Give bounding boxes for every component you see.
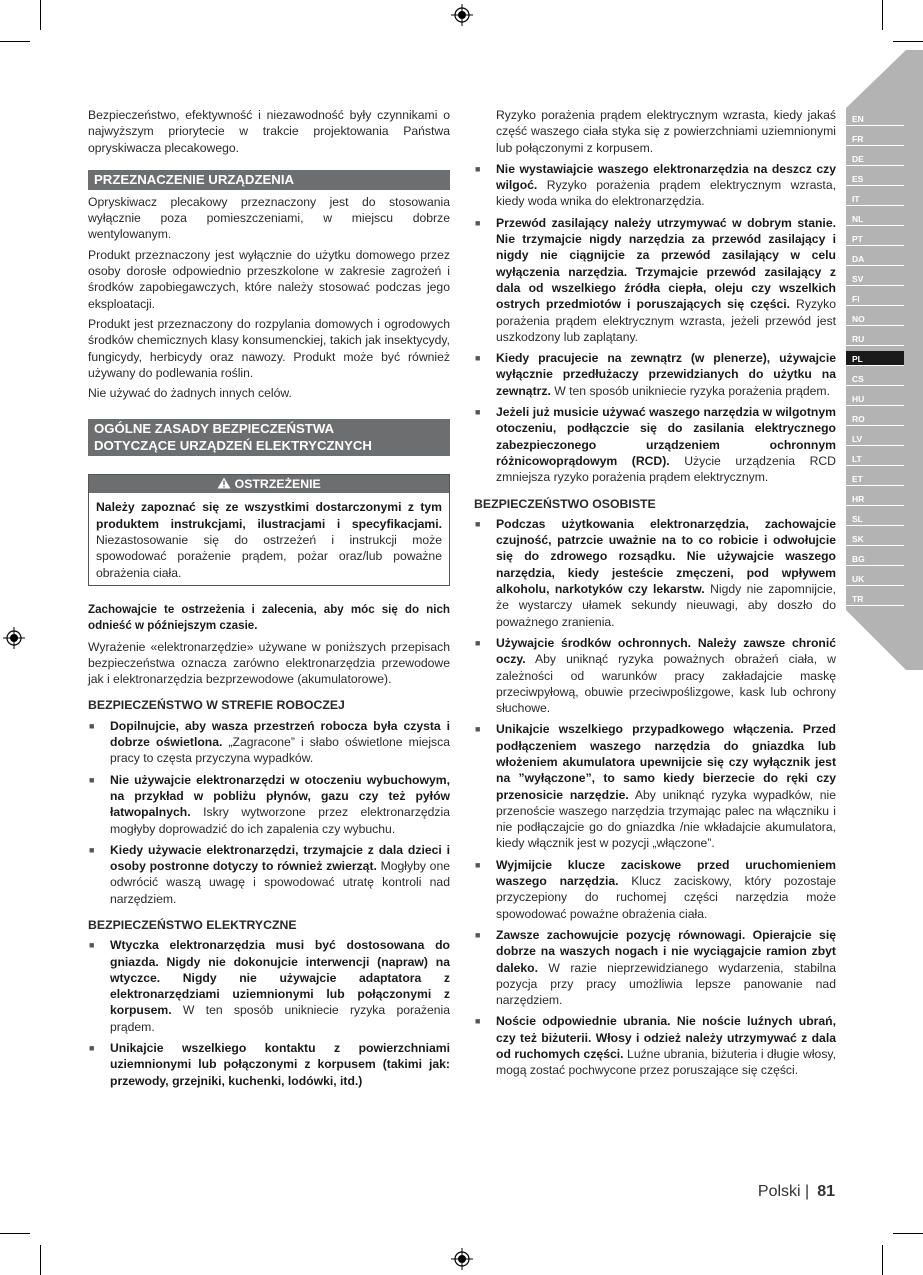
personal-safety-item [474,1013,836,1078]
personal-safety-item-bold: Podczas użytkowania elektronarzędzia, zachowajcie czujność, patrzcie uważnie na to co robicie i odwołujcie się do zdrowego rozsądku. Nie używajcie waszego narzędzia, kiedy jesteście zmęczeni, pod wpływem alkoholu, narkotyków czy lekarstw. [496,516,836,597]
personal-safety-item-text: W razie nieprzewidzianego wydarzenia, stabilna pozycja przy pracy umożliwia lepsze panowanie nad narzędziem. [496,960,836,1008]
work-area-item-bold: Dopilnujcie, aby wasza przestrzeń robocza była czysta i dobrze oświetlona. [110,718,450,750]
language-tab-en[interactable]: EN [846,111,904,126]
work-area-list [88,718,450,907]
work-area-item [88,772,450,837]
electrical-safety-heading: BEZPIECZEŃSTWO ELEKTRYCZNE [88,917,297,932]
language-tab-hu[interactable]: HU [846,391,904,406]
term-definition: Wyrażenie «elektronarzędzie» używane w poniższych przepisach bezpieczeństwa oznacza zarówno elektronarzędzia przewodowe jak i elektronarzędzia bezprzewodowe (akumulatorowe). [88,639,450,687]
work-area-item-bold: Nie używajcie elektronarzędzi w otoczeniu wybuchowym, na przykład w pobliżu płynów, gazu czy też pyłów łatwopalnych. [110,772,450,820]
language-tab-sl[interactable]: SL [846,511,904,526]
left-column [88,107,450,1094]
work-area-item-bold: Kiedy używacie elektronarzędzi, trzymajcie z dala dzieci i osoby postronne dotyczy to również zwierząt. [110,842,450,874]
personal-safety-list [474,516,836,1079]
purpose-paragraph-3: Produkt jest przeznaczony do rozpylania domowych i ogrodowych środków chemicznych klasy konsumenckiej, takich jak insektycydy, fungicydy, herbicydy oraz nawozy. Produkt może być również używany do podlewania roślin. [88,316,450,380]
personal-safety-item-bold: Zawsze zachowujcie pozycję równowagi. Opierajcie się dobrze na waszych nogach i nie wyciągajcie ramion zbyt daleko. [496,927,836,975]
work-area-item [88,718,450,767]
work-area-heading: BEZPIECZEŃSTWO W STREFIE ROBOCZEJ [88,698,345,713]
electrical-safety-item-bold: Przewód zasilający należy utrzymywać w dobrym stanie. Nie trzymajcie nigdy narzędzia za przewód zasilający i nigdy nie ciągnijcie za przewód zasilający w celu wyłączenia narzędzia. Trzymajcie przewód zasilający z dala od wszelkiego źródła ciepła, oleju czy wszelkich ostrych przedmiotów i poruszających się części. [496,215,836,312]
warning-bold-text: Należy zapoznać się ze wszystkimi dostarczonymi z tym produktem instrukcjami, ilustracjami i specyfikacjami. [96,500,442,531]
general-safety-heading [88,419,450,456]
page-number: 81 [817,1183,835,1200]
warning-header-label: OSTRZEŻENIE [234,477,321,492]
warning-body [89,493,449,584]
electrical-safety-item [474,404,836,485]
personal-safety-item [474,516,836,630]
general-safety-heading-line-2: DOTYCZĄCE URZĄDZEŃ ELEKTRYCZNYCH [94,438,372,454]
personal-safety-heading: BEZPIECZEŃSTWO OSOBISTE [474,496,656,511]
warning-triangle-icon [217,477,231,489]
registration-mark-top [451,4,473,26]
electrical-safety-item-bold: Unikajcie wszelkiego kontaktu z powierzchniami uziemnionymi lub połączonymi z korpusem (takimi jak: przewody, grzejniki, kuchenki, lodówki, itd.) [110,1041,450,1088]
purpose-heading: PRZEZNACZENIE URZĄDZENIA [88,170,450,190]
electrical-safety-item [474,161,836,210]
language-tab-es[interactable]: ES [846,171,904,186]
electrical-safety-item-bold: Kiedy pracujecie na zewnątrz (w plenerze), używajcie wyłącznie przedłużaczy przewidzianych do użytku na zewnątrz. [496,351,836,398]
warning-box [88,474,450,585]
language-tab-pt[interactable]: PT [846,231,904,246]
language-tab-pl[interactable]: PL [846,351,904,366]
personal-safety-item [474,927,836,1008]
language-tab-it[interactable]: IT [846,191,904,206]
language-tab-no[interactable]: NO [846,311,904,326]
general-safety-heading-line-1: OGÓLNE ZASADY BEZPIECZEŃSTWA [94,421,335,437]
language-tab-bg[interactable]: BG [846,551,904,566]
personal-safety-item-bold: Unikajcie wszelkiego przypadkowego włączenia. Przed podłączeniem waszego narzędzia do gniazdka lub włożeniem akumulatora upewnijcie się czy wyłącznik jest na ”wyłączone”, to samo kiedy bierzecie do ręki czy przenosicie narzędzie. [496,722,836,802]
electrical-safety-item-text: W ten sposób unikniecie ryzyka porażenia prądem. [110,1003,450,1034]
work-area-item [88,842,450,907]
work-area-item-text: Mogłyby one odwrócić waszą uwagę i spowodować utratę kontroli nad narzędziem. [110,859,450,906]
keep-instructions-note: Zachowajcie te ostrzeżenia i zalecenia, aby móc się do nich odnieść w późniejszym czasie. [88,602,450,633]
language-tab-sv[interactable]: SV [846,271,904,286]
language-tab-nl[interactable]: NL [846,211,904,226]
language-tab-cs[interactable]: CS [846,371,904,386]
language-tab-ru[interactable]: RU [846,331,904,346]
personal-safety-item-bold: Używajcie środków ochronnych. Należy zawsze chronić oczy. [496,635,836,667]
purpose-paragraph-1: Opryskiwacz plecakowy przeznaczony jest do stosowania wyłącznie poza pomieszczeniami, w miejscu dobrze wentylowanym. [88,194,450,242]
continued-paragraph: Ryzyko porażenia prądem elektrycznym wzrasta, kiedy jakaś część waszego ciała styka się z powierzchniami uziemnionymi lub połączonymi z korpusem. [496,108,836,155]
electrical-safety-item [88,937,450,1035]
electrical-safety-list [88,937,450,1089]
electrical-safety-item-text: W ten sposób unikniecie ryzyka porażenia prądem. [550,383,830,398]
personal-safety-item [474,721,836,851]
warning-header [89,475,449,493]
purpose-paragraph-2: Produkt przeznaczony jest wyłącznie do użytku domowego przez osoby dorosłe odpowiednio przeszkolone w zakresie zagrożeń i środków zapobiegawczych, które należy stosować podczas jego eksploatacji. [88,247,450,311]
personal-safety-item-text: Aby uniknąć ryzyka wypadków, nie przenoście waszego narzędzia trzymając palec na włączniku i nie podłączajcie go do gniazdka /nie wkładajcie akumulatora, kiedy włącznik jest w pozycji „włączone”. [496,787,836,851]
purpose-paragraph-4: Nie używać do żadnych innych celów. [88,386,292,401]
intro-paragraph: Bezpieczeństwo, efektywność i niezawodność były czynnikami o najwyższym priorytecie w trakcie projektowania Państwa opryskiwacza plecakowego. [88,108,450,155]
language-tab-fi[interactable]: FI [846,291,904,306]
language-tab-uk[interactable]: UK [846,571,904,586]
electrical-safety-item-text: Ryzyko porażenia prądem elektrycznym wzrasta, jeżeli przewód jest uszkodzony lub zaplątany. [496,297,836,344]
language-tab-lv[interactable]: LV [846,431,904,446]
language-tab-fr[interactable]: FR [846,131,904,146]
electrical-safety-item-text: Użycie urządzenia RCD zmniejsza ryzyko porażenia prądem elektrycznym. [496,453,836,485]
electrical-safety-item [474,215,836,345]
personal-safety-item-text: Aby uniknąć ryzyka poważnych obrażeń ciała, w zależności od warunków pracy zakładajcie maskę przeciwpyłową, obuwie przeciwpoślizgowe, kask lub ochrony słuchowe. [496,652,836,716]
footer-language-label: Polski | [757,1183,810,1200]
language-tab-da[interactable]: DA [846,251,904,266]
page-footer [758,1183,835,1201]
personal-safety-item-bold: Noście odpowiednie ubrania. Nie noście luźnych ubrań, czy też biżuterii. Włosy i odzież należy utrzymywać z dala od ruchomych części. [496,1014,836,1062]
electrical-safety-item [88,1040,450,1089]
registration-mark-left [3,627,25,649]
personal-safety-item-text: Klucz zaciskowy, który pozostaje przyczepiony do ruchomej części narzędzia może spowodować poważne obrażenia ciała. [496,874,836,921]
electrical-safety-list-continued [474,161,836,486]
warning-text: Niezastosowanie się do ostrzeżeń i instrukcji może spowodować porażenie prądem, pożar oraz/lub poważne obrażenia ciała. [96,533,442,580]
personal-safety-item-bold: Wyjmijcie klucze zaciskowe przed uruchomieniem waszego narzędzia. [496,857,836,889]
electrical-safety-item [474,350,836,399]
electrical-safety-item-bold: Jeżeli już musicie używać waszego narzędzia w wilgotnym otoczeniu, podłączcie się do zasilania elektrycznego zabezpieczonego urządzeniem ochronnym różnicowoprądowym (RCD). [496,405,836,468]
personal-safety-item [474,857,836,922]
language-tab-lt[interactable]: LT [846,451,904,466]
personal-safety-item [474,635,836,716]
electrical-safety-item-bold: Nie wystawiajcie waszego elektronarzędzia na deszcz czy wilgoć. [496,161,836,193]
personal-safety-item-text: Nigdy nie zapomnijcie, że wystarczy ułamek sekundy nieuwagi, aby doszło do poważnego zranienia. [496,582,836,629]
electrical-safety-item-bold: Wtyczka elektronarzędzia musi być dostosowana do gniazda. Nigdy nie dokonujcie interwencji (napraw) na wtyczce. Nigdy nie używajcie adaptatora z elektronarzędziami uziemnionymi lub połączonymi z korpusem. [110,938,450,1018]
language-tab-hr[interactable]: HR [846,491,904,506]
language-tab-ro[interactable]: RO [846,411,904,426]
language-tab-et[interactable]: ET [846,471,904,486]
personal-safety-item-text: Luźne ubrania, biżuteria i długie włosy, mogą zostać pochwycone przez poruszające się części. [496,1047,836,1078]
right-column [474,107,836,1084]
work-area-item-text: „Zagracone” i słabo oświetlone miejsca pracy to częsta przyczyna wypadków. [110,735,450,766]
electrical-safety-item-text: Ryzyko porażenia prądem elektrycznym wzrasta, kiedy woda wnika do elektronarzędzia. [496,178,836,209]
language-tab-tr[interactable]: TR [846,591,904,606]
language-tab-sk[interactable]: SK [846,531,904,546]
language-tab-de[interactable]: DE [846,151,904,166]
work-area-item-text: Iskry wytworzone przez elektronarzędzia mogłyby doprowadzić do ich zapalenia czy wybuchu. [110,805,450,836]
registration-mark-bottom [451,1248,473,1270]
